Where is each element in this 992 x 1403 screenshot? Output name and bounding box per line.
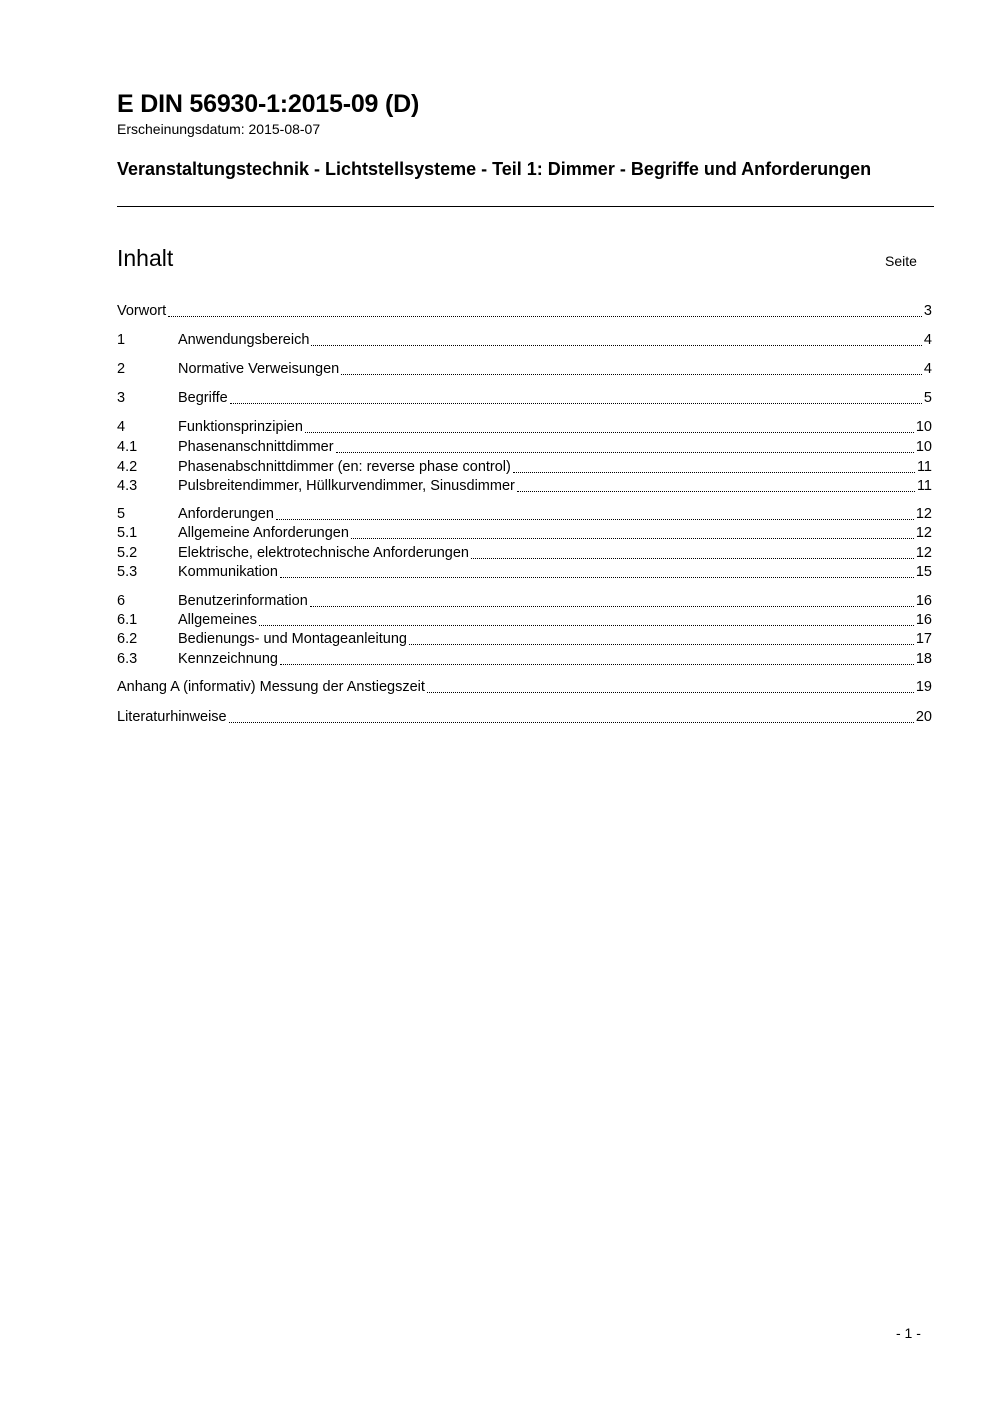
toc-entry-page: 12 bbox=[915, 506, 932, 522]
toc-entry-title: Begriffe bbox=[178, 390, 228, 406]
toc-entry[interactable] bbox=[117, 438, 932, 457]
toc-entry-title: Bedienungs- und Montageanleitung bbox=[178, 631, 407, 647]
toc-dot-leader bbox=[471, 557, 914, 559]
toc-entry-page: 12 bbox=[915, 545, 932, 561]
toc-dot-leader bbox=[276, 518, 914, 520]
toc-entry[interactable] bbox=[117, 302, 932, 321]
toc-entry-number: 4 bbox=[117, 419, 126, 435]
toc-entry-page: 10 bbox=[915, 419, 932, 435]
toc-entry[interactable] bbox=[117, 592, 932, 611]
toc-entry-page: 17 bbox=[915, 631, 932, 647]
toc-entry-number: 5.2 bbox=[117, 545, 138, 561]
toc-dot-leader bbox=[513, 471, 915, 473]
toc-entry-page: 10 bbox=[915, 439, 932, 455]
toc-dot-leader bbox=[259, 624, 914, 626]
toc-entry[interactable] bbox=[117, 544, 932, 563]
toc-entry-title: Anforderungen bbox=[178, 506, 274, 522]
publication-date: Erscheinungsdatum: 2015-08-07 bbox=[117, 121, 321, 137]
toc-entry-title: Allgemeine Anforderungen bbox=[178, 525, 349, 541]
toc-dot-leader bbox=[310, 605, 914, 607]
toc-entry-page: 12 bbox=[915, 525, 932, 541]
toc-entry-page: 5 bbox=[923, 390, 932, 406]
toc-entry[interactable] bbox=[117, 331, 932, 350]
toc-entry-number: 6.1 bbox=[117, 612, 138, 628]
toc-entry-page: 11 bbox=[916, 478, 932, 494]
title-divider bbox=[117, 206, 934, 207]
toc-dot-leader bbox=[351, 537, 914, 539]
toc-entry-number: 6.2 bbox=[117, 631, 138, 647]
toc-entry[interactable] bbox=[117, 563, 932, 582]
toc-dot-leader bbox=[427, 691, 914, 693]
document-title: Veranstaltungstechnik - Lichtstellsysteme - Teil 1: Dimmer - Begriffe und Anforderungen bbox=[117, 159, 872, 179]
toc-entry-number: 5.1 bbox=[117, 525, 138, 541]
toc-entry-number: 1 bbox=[117, 332, 126, 348]
toc-entry-page: 4 bbox=[923, 332, 932, 348]
toc-entry-title: Benutzerinformation bbox=[178, 593, 308, 609]
toc-entry-page: 16 bbox=[915, 593, 932, 609]
toc-entry-title: Pulsbreitendimmer, Hüllkurvendimmer, Sinusdimmer bbox=[178, 478, 515, 494]
toc-dot-leader bbox=[280, 663, 914, 665]
toc-entry-title: Anwendungsbereich bbox=[178, 332, 310, 348]
toc-entry-title: Kommunikation bbox=[178, 564, 278, 580]
toc-entry-number: 3 bbox=[117, 390, 126, 406]
toc-dot-leader bbox=[280, 576, 914, 578]
toc-entry-number: 4.2 bbox=[117, 459, 138, 475]
toc-dot-leader bbox=[517, 490, 915, 492]
toc-dot-leader bbox=[230, 402, 922, 404]
toc-entry[interactable] bbox=[117, 418, 932, 437]
toc-entry-number: 5.3 bbox=[117, 564, 138, 580]
toc-entry-title: Phasenabschnittdimmer (en: reverse phase control) bbox=[178, 459, 511, 475]
toc-dot-leader bbox=[409, 643, 914, 645]
toc-entry-title: Normative Verweisungen bbox=[178, 361, 340, 377]
toc-entry[interactable] bbox=[117, 611, 932, 630]
toc-entry-page: 18 bbox=[915, 651, 932, 667]
toc-entry[interactable] bbox=[117, 650, 932, 669]
toc-entry-title: Anhang A (informativ) Messung der Anstiegszeit bbox=[117, 679, 425, 695]
toc-page-column-label: Seite bbox=[885, 253, 917, 269]
toc-dot-leader bbox=[305, 431, 914, 433]
toc-entry-title: Phasenanschnittdimmer bbox=[178, 439, 334, 455]
toc-entry-number: 2 bbox=[117, 361, 126, 377]
toc-entry[interactable] bbox=[117, 708, 932, 727]
toc-entry-number: 4.1 bbox=[117, 439, 138, 455]
toc-heading: Inhalt bbox=[117, 245, 174, 271]
toc-entry-number: 5 bbox=[117, 506, 126, 522]
toc-entry[interactable] bbox=[117, 630, 932, 649]
page-number: - 1 - bbox=[896, 1325, 921, 1341]
toc-entry-number: 6.3 bbox=[117, 651, 138, 667]
document-id: E DIN 56930-1:2015-09 (D) bbox=[117, 90, 420, 118]
toc-entry-page: 20 bbox=[915, 709, 932, 725]
toc-entry-page: 16 bbox=[915, 612, 932, 628]
toc-entry-page: 4 bbox=[923, 361, 932, 377]
toc-dot-leader bbox=[311, 344, 922, 346]
toc-dot-leader bbox=[168, 315, 922, 317]
toc-entry-page: 11 bbox=[916, 459, 932, 475]
toc-entry[interactable] bbox=[117, 458, 932, 477]
toc-entry-title: Elektrische, elektrotechnische Anforderungen bbox=[178, 545, 469, 561]
toc-entry-page: 3 bbox=[923, 303, 932, 319]
toc-entry[interactable] bbox=[117, 678, 932, 697]
toc-entry[interactable] bbox=[117, 477, 932, 496]
toc-dot-leader bbox=[336, 451, 914, 453]
toc-entry-title: Allgemeines bbox=[178, 612, 257, 628]
toc-entry-page: 15 bbox=[915, 564, 932, 580]
toc-entry-title: Literaturhinweise bbox=[117, 709, 227, 725]
toc-entry-number: 6 bbox=[117, 593, 126, 609]
toc-dot-leader bbox=[229, 721, 914, 723]
toc-dot-leader bbox=[341, 373, 922, 375]
toc-entry[interactable] bbox=[117, 389, 932, 408]
toc-entry-number: 4.3 bbox=[117, 478, 138, 494]
toc-entry[interactable] bbox=[117, 360, 932, 379]
toc-entry[interactable] bbox=[117, 505, 932, 524]
toc-entry[interactable] bbox=[117, 524, 932, 543]
toc-entry-title: Kennzeichnung bbox=[178, 651, 278, 667]
toc-entry-title: Vorwort bbox=[117, 303, 167, 319]
toc-entry-page: 19 bbox=[915, 679, 932, 695]
toc-entry-title: Funktionsprinzipien bbox=[178, 419, 303, 435]
